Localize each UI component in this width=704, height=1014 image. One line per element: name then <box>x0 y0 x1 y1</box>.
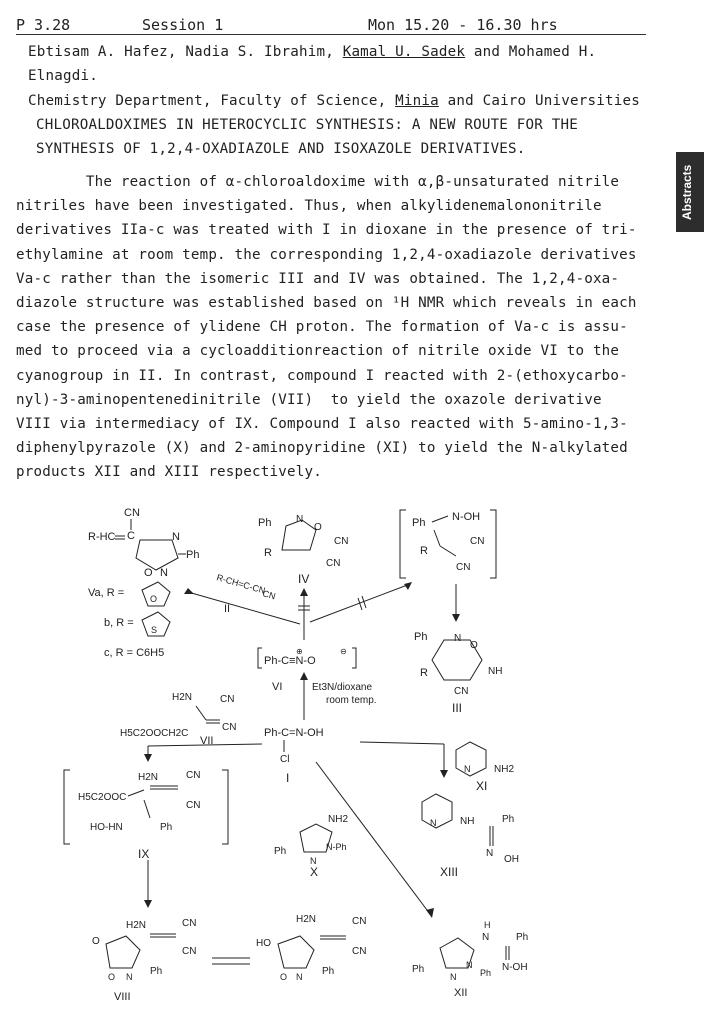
svg-text:R-HC: R-HC <box>88 531 116 543</box>
svg-text:XI: XI <box>476 779 488 793</box>
svg-text:CN: CN <box>352 916 367 927</box>
svg-text:H5C2OOC: H5C2OOC <box>78 792 127 803</box>
svg-text:N-OH: N-OH <box>502 962 528 973</box>
svg-text:IX: IX <box>138 847 150 861</box>
svg-text:Ph: Ph <box>274 846 287 857</box>
body-line: ethylamine at room temp. the corresponding 1,2,4-oxadiazole derivatives <box>16 246 637 263</box>
svg-text:room temp.: room temp. <box>326 695 377 706</box>
svg-text:III: III <box>452 701 463 715</box>
svg-text:CN: CN <box>182 946 197 957</box>
svg-text:Ph: Ph <box>412 517 426 529</box>
svg-text:NH2: NH2 <box>328 814 349 825</box>
body-line: products XII and XIII respectively. <box>16 464 322 481</box>
svg-text:CN: CN <box>456 562 471 573</box>
svg-text:O: O <box>314 522 322 533</box>
svg-text:N: N <box>160 567 168 579</box>
svg-text:Ph-C≡N-O: Ph-C≡N-O <box>264 655 316 667</box>
svg-text:NH: NH <box>460 816 475 827</box>
svg-text:II: II <box>224 603 231 615</box>
svg-text:O: O <box>92 936 100 947</box>
svg-text:N: N <box>482 932 490 943</box>
svg-text:I: I <box>286 771 290 785</box>
svg-text:CN: CN <box>352 946 367 957</box>
svg-text:O: O <box>280 972 288 982</box>
svg-text:H2N: H2N <box>126 920 147 931</box>
body-line: cyanogroup in II. In contrast, compound I reacted with 2-(ethoxycarbo- <box>16 367 628 384</box>
svg-text:R: R <box>420 667 428 679</box>
svg-text:H2N: H2N <box>172 692 193 703</box>
svg-text:C: C <box>127 530 135 542</box>
svg-text:CN: CN <box>186 800 201 811</box>
svg-text:HO: HO <box>256 938 271 949</box>
intermediate-bracket <box>400 510 496 622</box>
authors-line-1: Ebtisam A. Hafez, Nadia S. Ibrahim, Kamal U. Sadek and Mohamed H. <box>28 44 597 60</box>
svg-text:NH: NH <box>488 666 503 677</box>
compound-VIII-tautomer <box>256 914 366 982</box>
svg-text:O: O <box>470 640 478 651</box>
arrows-bottom <box>144 742 448 918</box>
session-label: Session 1 <box>142 16 224 34</box>
svg-text:Ph: Ph <box>258 517 272 529</box>
svg-text:b, R =: b, R = <box>104 617 134 629</box>
svg-text:CN: CN <box>222 722 237 733</box>
svg-text:Va, R =: Va, R = <box>88 587 125 599</box>
svg-text:R: R <box>420 545 428 557</box>
svg-text:N: N <box>310 856 317 866</box>
svg-text:N: N <box>450 972 457 982</box>
affiliation: Chemistry Department, Faculty of Science, Minia and Cairo Universities <box>28 93 640 109</box>
body-line: Va-c rather than the isomeric III and IV was obtained. The 1,2,4-oxa- <box>16 270 620 287</box>
svg-text:CN: CN <box>124 507 140 519</box>
body-line: case the presence of ylidene CH proton. The formation of Va-c is assu- <box>16 319 628 336</box>
svg-text:Ph: Ph <box>186 549 200 561</box>
svg-text:Ph: Ph <box>480 968 492 978</box>
title-line-1: CHLOROALDOXIMES IN HETEROCYCLIC SYNTHESIS: A NEW ROUTE FOR THE <box>36 117 578 133</box>
svg-text:Ph: Ph <box>516 932 529 943</box>
svg-text:CN: CN <box>182 918 197 929</box>
svg-text:IV: IV <box>298 572 310 586</box>
compound-X <box>274 814 348 879</box>
svg-text:H2N: H2N <box>138 772 159 783</box>
compound-VIII <box>92 918 196 1003</box>
compound-XI <box>456 742 514 793</box>
body-line: diazole structure was established based on ¹H NMR which reveals in each <box>16 295 637 311</box>
svg-text:CN: CN <box>220 694 235 705</box>
authors-line-2: Elnagdi. <box>28 68 98 84</box>
svg-text:N: N <box>296 972 303 982</box>
svg-text:N: N <box>172 531 180 543</box>
svg-text:Ph: Ph <box>414 631 428 643</box>
svg-text:⊖: ⊖ <box>340 647 347 656</box>
svg-text:O: O <box>108 972 116 982</box>
svg-text:⊕: ⊕ <box>296 647 303 656</box>
svg-text:Ph: Ph <box>150 966 163 977</box>
svg-text:VI: VI <box>272 681 283 693</box>
svg-text:N: N <box>486 848 494 859</box>
svg-text:N: N <box>454 633 462 644</box>
compound-VI <box>258 647 377 720</box>
session-time: Mon 15.20 - 16.30 hrs <box>368 16 558 34</box>
compound-IV <box>258 514 348 586</box>
svg-text:XIII: XIII <box>440 865 459 879</box>
svg-text:VII: VII <box>200 735 214 747</box>
compound-V <box>88 507 199 659</box>
title-line-2: SYNTHESIS OF 1,2,4-OXADIAZOLE AND ISOXAZOLE DERIVATIVES. <box>36 141 526 157</box>
svg-text:CN: CN <box>261 588 277 602</box>
svg-text:R-CH=C-CN: R-CH=C-CN <box>215 572 267 596</box>
compound-I <box>264 727 324 785</box>
body-line: med to proceed via a cycloadditionreaction of nitrile oxide VI to the <box>16 343 620 360</box>
svg-text:N: N <box>126 972 133 982</box>
body-line: nyl)-3-aminopentenedinitrile (VII) to yield the oxazole derivative <box>16 391 602 408</box>
svg-text:N: N <box>464 764 471 774</box>
compound-VII <box>120 692 236 747</box>
svg-text:CN: CN <box>186 770 201 781</box>
svg-text:N: N <box>430 818 437 828</box>
body-line: VIII via intermediacy of IX. Compound I also reacted with 5-amino-1,3- <box>16 416 628 432</box>
svg-text:CN: CN <box>326 558 341 569</box>
svg-text:HO-HN: HO-HN <box>90 822 123 833</box>
svg-text:N: N <box>296 514 304 525</box>
abstract-code: P 3.28 <box>16 16 71 34</box>
svg-text:CN: CN <box>454 686 469 697</box>
equilibrium-arrows <box>212 958 250 964</box>
body-line: diphenylpyrazole (X) and 2-aminopyridine (XI) to yield the N-alkylated <box>16 440 628 457</box>
compound-III <box>414 631 502 715</box>
body-line: The reaction of α-chloroaldoxime with α,β-unsaturated nitrile <box>16 174 620 190</box>
svg-text:S: S <box>151 625 158 635</box>
svg-text:H: H <box>484 920 491 930</box>
svg-text:Ph: Ph <box>160 822 173 833</box>
compound-XIII <box>422 794 519 879</box>
svg-text:O: O <box>144 567 153 579</box>
svg-text:N-OH: N-OH <box>452 511 481 523</box>
svg-text:XII: XII <box>454 987 468 999</box>
body-line: nitriles have been investigated. Thus, when alkylidenemalononitrile <box>16 198 602 215</box>
svg-text:Et3N/dioxane: Et3N/dioxane <box>312 682 373 693</box>
compound-XII <box>412 920 528 999</box>
body-line: derivatives IIa-c was treated with I in dioxane in the presence of tri- <box>16 222 637 239</box>
svg-text:OH: OH <box>504 854 519 865</box>
compound-IX <box>64 770 228 861</box>
abstracts-side-tab: Abstracts <box>676 152 704 232</box>
svg-text:H2N: H2N <box>296 914 317 925</box>
svg-text:Ph-C=N-OH: Ph-C=N-OH <box>264 727 324 739</box>
svg-text:c, R = C6H5: c, R = C6H5 <box>104 647 165 659</box>
svg-text:VIII: VIII <box>114 991 131 1003</box>
svg-text:N-Ph: N-Ph <box>326 842 347 852</box>
svg-text:Ph: Ph <box>412 964 425 975</box>
svg-text:CN: CN <box>334 536 349 547</box>
svg-text:Ph: Ph <box>502 814 515 825</box>
svg-text:H5C2OOCH2C: H5C2OOCH2C <box>120 728 189 739</box>
svg-text:Ph: Ph <box>322 966 335 977</box>
svg-text:NH2: NH2 <box>494 764 515 775</box>
svg-text:Cl: Cl <box>280 754 290 765</box>
svg-text:R: R <box>264 547 272 559</box>
svg-text:CN: CN <box>470 536 485 547</box>
svg-text:N: N <box>466 960 473 970</box>
svg-text:O: O <box>150 594 158 604</box>
svg-text:X: X <box>310 865 319 879</box>
